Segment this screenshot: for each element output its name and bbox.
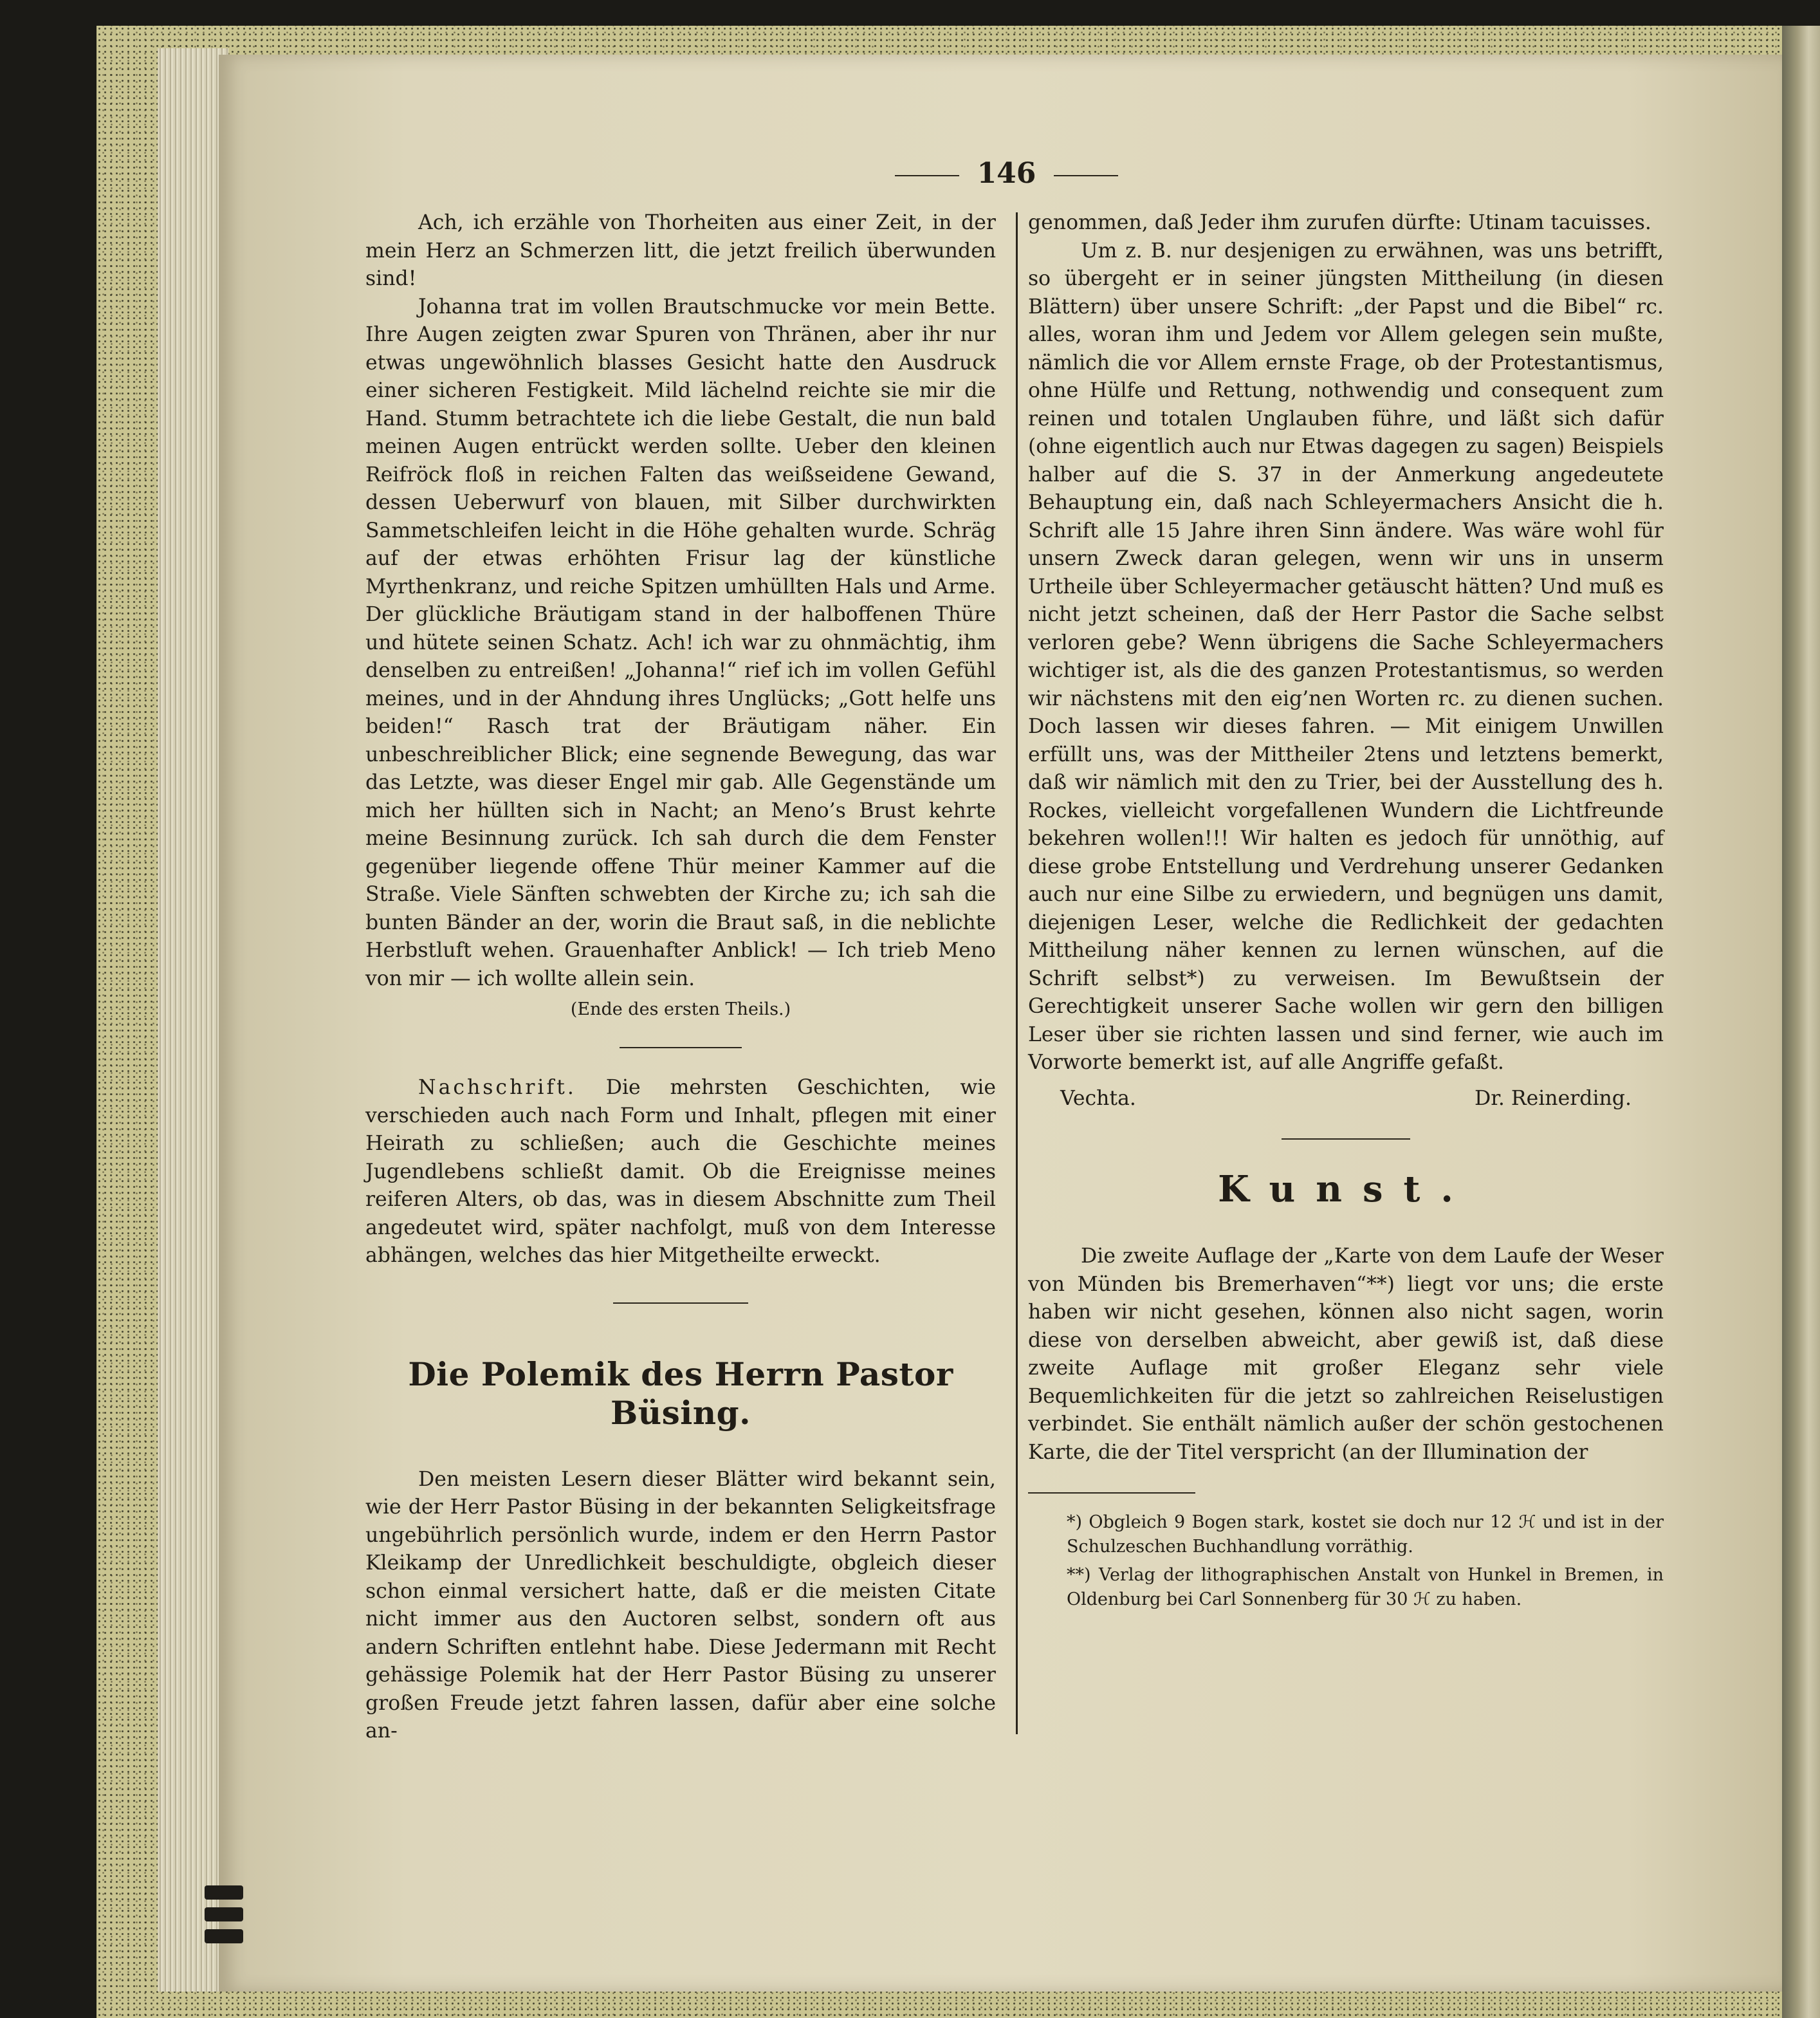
page-number-row xyxy=(0,157,1820,190)
polemik-continuation: Um z. B. nur desjenigen zu erwähnen, was uns betrifft, so übergeht er in seiner jüngsten Mittheilung (in diesen Blättern) über unsere Schrift: „der Papst und die Bibel“ rc. alles, woran ihm und Jedem vor Allem gelegen sein mußte, nämlich die vor Allem ernste Frage, ob der Protestantismus, ohne Hülfe und Rettung, nothwendig und consequent zum reinen und totalen Unglauben führe, und läßt sich dafür (ohne eigentlich auch nur Etwas dagegen zu sagen) Beispiels halber auf die S. 37 in der Anmerkung angedeutete Behauptung ein, daß nach Schleyermachers Ansicht die h. Schrift alle 15 Jahre ihren Sinn ändere. Was wäre wohl für unsern Zweck daran gelegen, wenn wir uns in unserm Urtheile über Schleyermacher getäuscht hätten? Und muß es nicht jetzt scheinen, daß der Herr Pastor die Sache selbst verloren gebe? Wenn übrigens die Sache Schleyermachers wichtiger ist, als die des ganzen Protestantismus, so werden wir nächstens mit den eig’nen Worten rc. zu dienen suchen. Doch lassen wir dieses fahren. — Mit einigem Unwillen erfüllt uns, was der Mittheiler 2tens und letztens bemerkt, daß wir nämlich mit den zu Trier, bei der Ausstellung des h. Rockes, vielleicht vorgefallenen Wundern die Lichtfreunde bekehren wollen!!! Wir halten es jedoch für unnöthig, auf diese grobe Entstellung und Verdrehung unserer Gedanken auch nur eine Silbe zu erwiedern, und begnügen uns damit, diejenigen Leser, welche die Redlichkeit der gedachten Mittheilung näher kennen zu lernen wünschen, auf die Schrift selbst*) zu verweisen. Im Bewußtsein der Gerechtigkeit unserer Sache wollen wir gern den billigen Leser über sie richten lassen und sind ferner, wie auch im Vorworte bemerkt ist, auf alle Angriffe gefaßt. xyxy=(1028,239,1664,1074)
polemik-heading: Die Polemik des Herrn Pastor Büsing. xyxy=(408,1355,953,1432)
separator-rule xyxy=(613,1302,748,1304)
page-number-dash-left xyxy=(895,175,959,176)
nachschrift-paragraph xyxy=(365,1074,996,1270)
page-number-dash-right xyxy=(1054,175,1118,176)
right-column xyxy=(1028,209,1664,1616)
footnote-1: *) Obgleich 9 Bogen stark, kostet sie doch nur 12 ℋ und ist in der Schulzeschen Buchhandlung vorräthig. xyxy=(1067,1512,1664,1557)
binding-marks xyxy=(205,1885,243,1976)
right-page-strip xyxy=(1782,26,1820,2018)
signature-author: Dr. Reinerding. xyxy=(1474,1086,1632,1110)
signature-place: Vechta. xyxy=(1060,1086,1136,1110)
left-column xyxy=(365,209,996,1746)
footnote-rule xyxy=(1028,1492,1195,1494)
story-paragraph-1: Ach, ich erzähle von Thorheiten aus einer Zeit, in der mein Herz an Schmerzen litt, die jetzt freilich überwunden sind! xyxy=(365,211,996,290)
nachschrift-text: Die mehrsten Geschichten, wie verschieden auch nach Form und Inhalt, pflegen mit einer Heirath zu schließen; auch die Geschichte meines Jugendlebens schließt damit. Ob die Ereignisse meines reiferen Alters, ob das, was in diesem Abschnitte zum Theil angedeutet wird, später nachfolgt, muß von dem Interesse abhängen, welches das hier Mitgetheilte erweckt. xyxy=(365,1076,997,1267)
page-number: 146 xyxy=(977,157,1036,190)
footnote-2: **) Verlag der lithographischen Anstalt von Hunkel in Bremen, in Oldenburg bei Carl Sonnenberg für 30 ℋ zu haben. xyxy=(1067,1565,1664,1609)
column-rule xyxy=(1016,212,1018,1734)
separator-rule xyxy=(1282,1138,1410,1140)
page-edges xyxy=(158,48,228,1992)
polemik-paragraph: Den meisten Lesern dieser Blätter wird bekannt sein, wie der Herr Pastor Büsing in der bekannten Seligkeitsfrage ungebührlich persönlich wurde, indem er den Herrn Pastor Kleikamp der Unredlichkeit beschuldigte, obgleich dieser schon einmal versichert hatte, daß er die meisten Citate nicht immer aus den Auctoren selbst, sondern oft aus andern Schriften entlehnt habe. Diese Jedermann mit Recht gehässige Polemik hat der Herr Pastor Büsing zu unserer großen Freude jetzt fahren lassen, dafür aber eine solche an- xyxy=(365,1467,996,1743)
footnotes xyxy=(1028,1510,1664,1612)
continuation-paragraph: genommen, daß Jeder ihm zurufen dürfte: Utinam tacuisses. xyxy=(1028,211,1651,234)
story-paragraph-2: Johanna trat im vollen Brautschmucke vor mein Bette. Ihre Augen zeigten zwar Spuren von Thränen, aber ihr nur etwas ungewöhnlich blasses Gesicht hatte den Ausdruck einer sicheren Festigkeit. Mild lächelnd reichte sie mir die Hand. Stumm betrachtete ich die liebe Gestalt, die nun bald meinen Augen entrückt werden sollte. Ueber den kleinen Reifröck floß in reichen Falten das weißseidene Gewand, dessen Ueberwurf von blauen, mit Silber durchwirkten Sammetschleifen leicht in die Höhe gehalten wurde. Schräg auf der etwas erhöhten Frisur lag der künstliche Myrthenkranz, und reiche Spitzen umhüllten Hals und Arme. Der glückliche Bräutigam stand in der halboffenen Thüre und hütete seinen Schatz. Ach! ich war zu ohnmächtig, ihm denselben zu entreißen! „Johanna!“ rief ich im vollen Gefühl meines, und in der Ahndung ihres Unglücks; „Gott helfe uns beiden!“ Rasch trat der Bräutigam näher. Ein unbeschreiblicher Blick; eine segnende Bewegung, das war das Letzte, was dieser Engel mir gab. Alle Gegenstände um mich her hüllten sich in Nacht; an Meno’s Brust kehrte meine Besinnung zurück. Ich sah durch die dem Fenster gegenüber liegende offene Thür meiner Kammer auf die Straße. Viele Sänften schwebten der Kirche zu; ich sah die bunten Bänder an der, worin die Braut saß, in die neblichte Herbstluft wehen. Grauenhafter Anblick! — Ich trieb Meno von mir — ich wollte allein sein. xyxy=(365,295,997,990)
separator-rule xyxy=(620,1047,742,1048)
kunst-paragraph: Die zweite Auflage der „Karte von dem Laufe der Weser von Münden bis Bremerhaven“**) liegt vor uns; die erste haben wir nicht gesehen, können also nicht sagen, worin diese von derselben abweicht, aber gewiß ist, daß diese zweite Auflage mit großer Eleganz sehr viele Bequemlichkeiten für die jetzt so zahlreichen Reiselustigen verbindet. Sie enthält nämlich außer der schön gestochenen Karte, die der Titel verspricht (an der Illumination der xyxy=(1028,1245,1664,1464)
kunst-heading: Kunst. xyxy=(1218,1168,1474,1210)
end-note: (Ende des ersten Theils.) xyxy=(570,999,791,1019)
nachschrift-label: Nachschrift. xyxy=(418,1076,576,1099)
signature-row xyxy=(1028,1085,1664,1113)
